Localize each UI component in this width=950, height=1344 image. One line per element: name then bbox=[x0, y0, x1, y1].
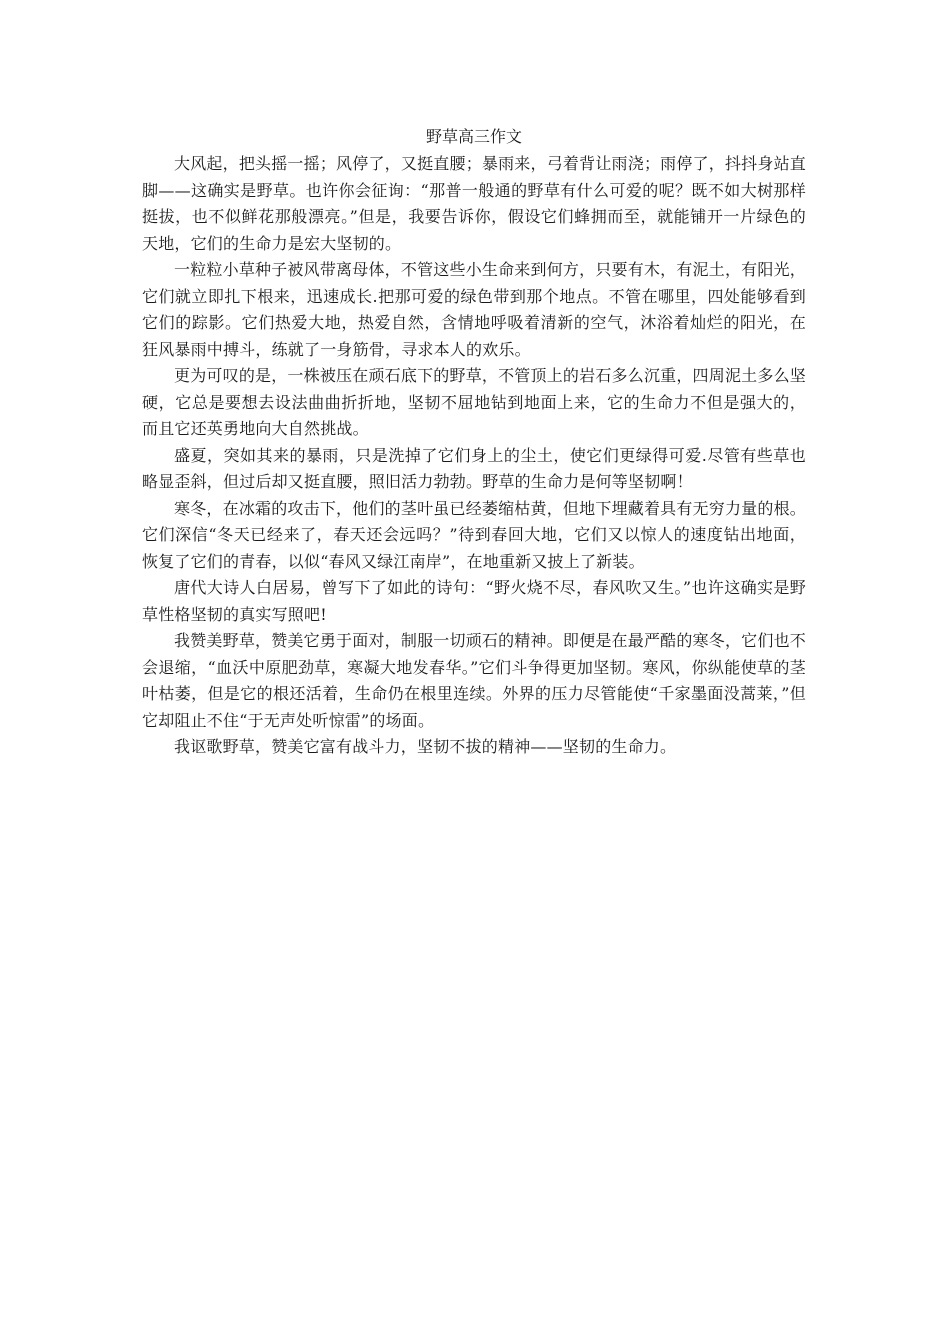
paragraph-4: 盛夏，突如其来的暴雨，只是洗掉了它们身上的尘土，使它们更绿得可爱.尽管有些草也略显歪斜，但过后却又挺直腰，照旧活力勃勃。野草的生命力是何等坚韧啊！ bbox=[142, 445, 806, 491]
paragraph-6: 唐代大诗人白居易，曾写下了如此的诗句：“野火烧不尽，春风吹又生。”也许这确实是野草性格坚韧的真实写照吧! bbox=[142, 578, 806, 624]
paragraph-2: 一粒粒小草种子被风带离母体，不管这些小生命来到何方，只要有木，有泥土，有阳光，它们就立即扎下根来，迅速成长.把那可爱的绿色带到那个地点。不管在哪里，四处能够看到它们的踪影。它们热爱大地，热爱自然，含情地呼吸着清新的空气，沐浴着灿烂的阳光，在狂风暴雨中搏斗，练就了一身筋骨，寻求本人的欢乐。 bbox=[142, 260, 806, 359]
paragraph-3: 更为可叹的是，一株被压在顽石底下的野草，不管顶上的岩石多么沉重，四周泥土多么坚硬，它总是要想去设法曲曲折折地，坚韧不屈地钻到地面上来，它的生命力不但是强大的，而且它还英勇地向大自然挑战。 bbox=[142, 366, 806, 438]
document-body bbox=[142, 123, 806, 761]
paragraph-7: 我赞美野草，赞美它勇于面对，制服一切顽石的精神。即便是在最严酷的寒冬，它们也不会退缩，“血沃中原肥劲草，寒凝大地发春华。”它们斗争得更加坚韧。寒风，你纵能使草的茎叶枯萎，但是它的根还活着，生命仍在根里连续。外界的压力尽管能使“千家墨面没蒿莱，”但它却阻止不住“于无声处听惊雷”的场面。 bbox=[142, 631, 806, 730]
document-title: 野草高三作文 bbox=[425, 127, 522, 146]
paragraph-8: 我讴歌野草，赞美它富有战斗力，坚韧不拔的精神——坚韧的生命力。 bbox=[174, 737, 677, 756]
paragraph-5: 寒冬，在冰霜的攻击下，他们的茎叶虽已经萎缩枯黄，但地下埋藏着具有无穷力量的根。它们深信“冬天已经来了，春天还会远吗？”待到春回大地，它们又以惊人的速度钻出地面，恢复了它们的青春，以似“春风又绿江南岸”，在地重新又披上了新装。 bbox=[142, 498, 806, 571]
paragraph-1: 大风起，把头摇一摇；风停了，又挺直腰；暴雨来，弓着背让雨浇；雨停了，抖抖身站直脚——这确实是野草。也许你会征询：“那普一般通的野草有什么可爱的呢？既不如大树那样挺拔，也不似鲜花那般漂亮。”但是，我要告诉你，假设它们蜂拥而至，就能铺开一片绿色的天地，它们的生命力是宏大坚韧的。 bbox=[142, 154, 806, 253]
